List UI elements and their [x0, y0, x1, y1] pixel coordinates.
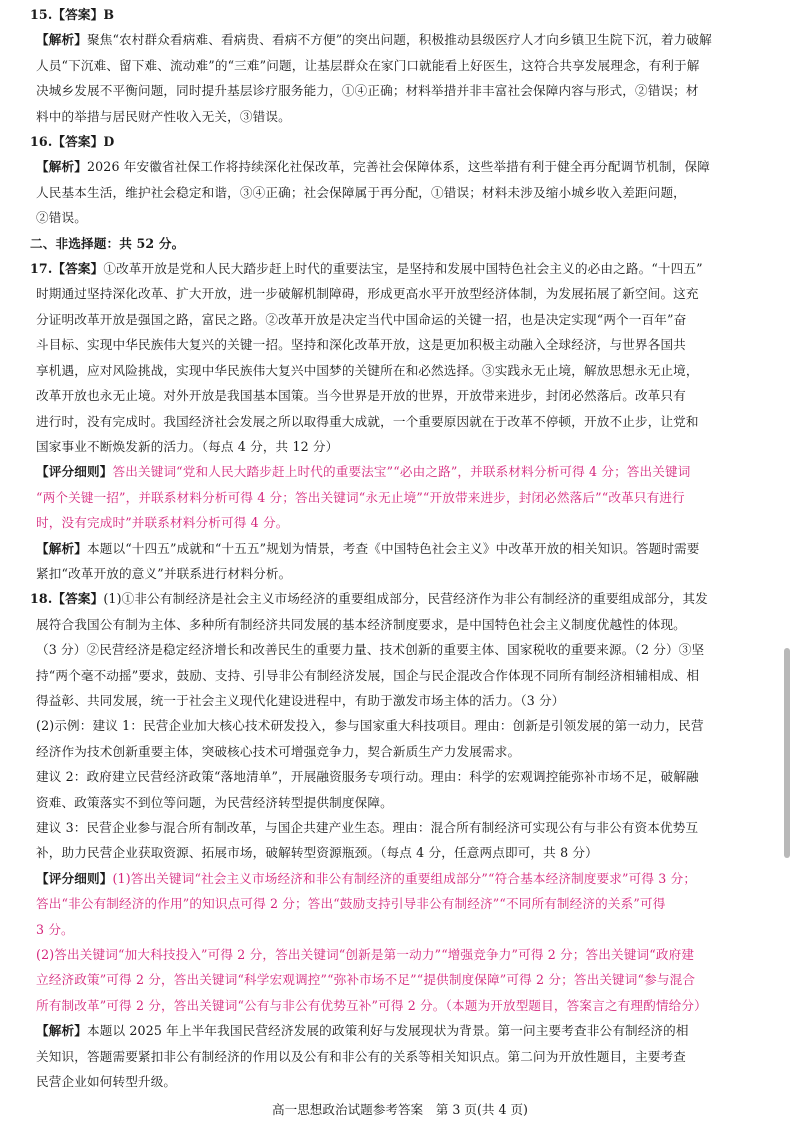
q17-answer-line: 斗目标、实现中华民族伟大复兴的关键一招。坚持和深化改革开放，这是更加积极主动融入全球经济，与世界各国共	[36, 337, 686, 353]
q17-analysis-line: 【解析】本题以“十四五”成就和“十五五”规划为情景，考查《中国特色社会主义》中改革开放的相关知识。答题时需要	[36, 540, 700, 556]
q17-scoring-line: 【评分细则】答出关键词“党和人民大踏步赶上时代的重要法宝”“必由之路”，并联系材料分析可得 4 分；答出关键词	[36, 464, 691, 480]
q18-answer-line: 建议 3：民营企业参与混合所有制改革，与国企共建产业生态。理由：混合所有制经济可实现公有与非公有资本优势互	[36, 820, 699, 835]
q15-answer: 15.【答案】B	[30, 7, 115, 22]
q15-analysis-line: 决城乡发展不平衡问题，同时提升基层诊疗服务能力，①④正确；材料举措并非丰富社会保障内容与形式，②错误；材	[36, 83, 699, 99]
q17-answer-line: 时期通过坚持深化改革、扩大开放，进一步破解机制障碍，形成更高水平开放型经济体制，为发展拓展了新空间。这充	[36, 286, 699, 302]
q18-analysis-line: 【解析】本题以 2025 年上半年我国民营经济发展的政策利好与发展现状为背景。第一问主要考查非公有制经济的相	[36, 1023, 689, 1039]
q17-analysis-line: 紧扣“改革开放的意义”并联系进行材料分析。	[36, 565, 292, 581]
q18-scoring-line: 【评分细则】(1)答出关键词“社会主义市场经济和非公有制经济的重要组成部分”“符合基本经济制度要求”可得 3 分；	[36, 870, 697, 886]
scoring-label: 【评分细则】	[36, 464, 113, 480]
q15-analysis-line: 人员“下沉难、留下难、流动难”的“三难”问题，让基层群众在家门口就能看上好医生，这符合共享发展理念，有利于解	[36, 57, 700, 73]
q18-answer-line: 经济作为技术创新重要主体，突破核心技术可增强竞争力，契合新质生产力发展需求。	[36, 743, 521, 759]
q18-scoring-line: (2)答出关键词“加大科技投入”可得 2 分，答出关键词“创新是第一动力”“增强竞争力”可得 2 分；答出关键词“政府建	[36, 947, 695, 963]
analysis-label: 【解析】	[36, 159, 87, 175]
q15-analysis-line: 料中的举措与居民财产性收入无关，③错误。	[36, 108, 291, 124]
q17-answer-label: 17.【答案】	[30, 261, 104, 277]
q15-analysis-line: 【解析】聚焦“农村群众看病难、看病贵、看病不方便”的突出问题，积极推动县级医疗人才向乡镇卫生院下沉，着力破解	[36, 32, 712, 48]
analysis-label: 【解析】	[36, 540, 87, 556]
section-heading: 二、非选择题：共 52 分。	[30, 235, 185, 251]
q18-answer-line: 建议 2：政府建立民营经济政策“落地清单”，开展融资服务专项行动。理由：科学的宏观调控能弥补市场不足，破解融	[36, 769, 699, 785]
q17-answer-line: 改革开放也永无止境。对外开放是我国基本国策。当今世界是开放的世界，开放带来进步，封闭必然落后。改革只有	[36, 388, 686, 404]
q18-answer-line: 补，助力民营企业获取资源、拓展市场，破解转型资源瓶颈。（每点 4 分，任意两点即可，共 8 分）	[36, 845, 598, 861]
q17-answer-line: 进行时，没有完成时。我国经济社会发展之所以取得重大成就，一个重要原因就在于改革不停顿，开放不止步，让党和	[36, 413, 699, 429]
q17-answer-line: 17.【答案】①改革开放是党和人民大踏步赶上时代的重要法宝，是坚持和发展中国特色社会主义的必由之路。“十四五”	[30, 261, 703, 277]
q18-scoring-line: 所有制改革”可得 2 分，答出关键词“公有与非公有优势互补”可得 2 分。（本题为开放型题目，答案言之有理酌情给分）	[36, 997, 707, 1013]
q18-answer-line: 持“两个毫不动摇”要求，鼓励、支持、引导非公有制经济发展，国企与民企混改合作体现不同所有制经济相辅相成、相	[36, 667, 700, 683]
page-footer: 高一思想政治试题参考答案 第 3 页(共 4 页)	[272, 1102, 528, 1117]
q18-answer-line: (2)示例：建议 1：民营企业加大核心技术研发投入，参与国家重大科技项目。理由：创新是引领发展的第一动力，民营	[36, 718, 704, 734]
q17-answer-line: 国家事业不断焕发新的活力。（每点 4 分，共 12 分）	[36, 438, 339, 454]
q17-scoring-line: 时，没有完成时”并联系材料分析可得 4 分。	[36, 515, 289, 531]
q17-answer-line: 分证明改革开放是强国之路，富民之路。②改革开放是决定当代中国命运的关键一招，也是决定实现“两个一百年”奋	[36, 311, 687, 327]
q18-answer-line: 展符合我国公有制为主体、多种所有制经济共同发展的基本经济制度要求，是中国特色社会主义制度优越性的体现。	[36, 616, 686, 632]
q16-analysis-line: 【解析】2026 年安徽省社保工作将持续深化社保改革，完善社会保障体系，这些举措有利于健全再分配调节机制，保障	[36, 159, 710, 175]
q18-answer-label: 18.【答案】	[30, 591, 104, 607]
q18-answer-line: 18.【答案】(1)①非公有制经济是社会主义市场经济的重要组成部分，民营经济作为非公有制经济的重要组成部分，其发	[30, 591, 708, 607]
q17-answer-line: 享机遇，应对风险挑战，实现中华民族伟大复兴中国梦的关键所在和必然选择。③实践永无止境，解放思想永无止境，	[36, 362, 699, 378]
q18-scoring-line: 3 分。	[36, 921, 74, 937]
q18-analysis-line: 民营企业如何转型升级。	[36, 1074, 177, 1090]
q16-analysis-line: ②错误。	[36, 210, 87, 226]
q18-answer-line: （3 分）②民营经济是稳定经济增长和改善民生的重要力量、技术创新的重要主体、国家税收的重要来源。（2 分）③坚	[36, 642, 705, 658]
analysis-label: 【解析】	[36, 32, 87, 48]
q16-answer: 16.【答案】D	[30, 134, 115, 150]
scoring-label: 【评分细则】	[36, 870, 113, 886]
q18-analysis-line: 关知识，答题需要紧扣非公有制经济的作用以及公有和非公有的关系等相关知识点。第二问为开放性题目，主要考查	[36, 1048, 686, 1064]
scrollbar[interactable]	[784, 648, 790, 858]
q17-scoring-line: “两个关键一招”，并联系材料分析可得 4 分；答出关键词“永无止境”“开放带来进步，封闭必然落后”“改革只有进行	[36, 489, 685, 505]
q16-analysis-line: 人民基本生活，维护社会稳定和谐，③④正确；社会保障属于再分配，①错误；材料未涉及缩小城乡收入差距问题，	[36, 184, 686, 200]
q18-scoring-line: 立经济政策”可得 2 分，答出关键词“科学宏观调控”“弥补市场不足”“提供制度保障”可得 2 分；答出关键词“参与混合	[36, 972, 696, 988]
q18-answer-line: 得益彰、共同发展，统一于社会主义现代化建设进程中，有助于激发市场主体的活力。（3 分）	[36, 692, 565, 708]
q18-scoring-line: 答出“非公有制经济的作用”的知识点可得 2 分；答出“鼓励支持引导非公有制经济”“不同所有制经济的关系”可得	[36, 896, 666, 912]
q18-answer-line: 资难、政策落实不到位等问题，为民营经济转型提供制度保障。	[36, 794, 393, 810]
analysis-label: 【解析】	[36, 1023, 87, 1039]
